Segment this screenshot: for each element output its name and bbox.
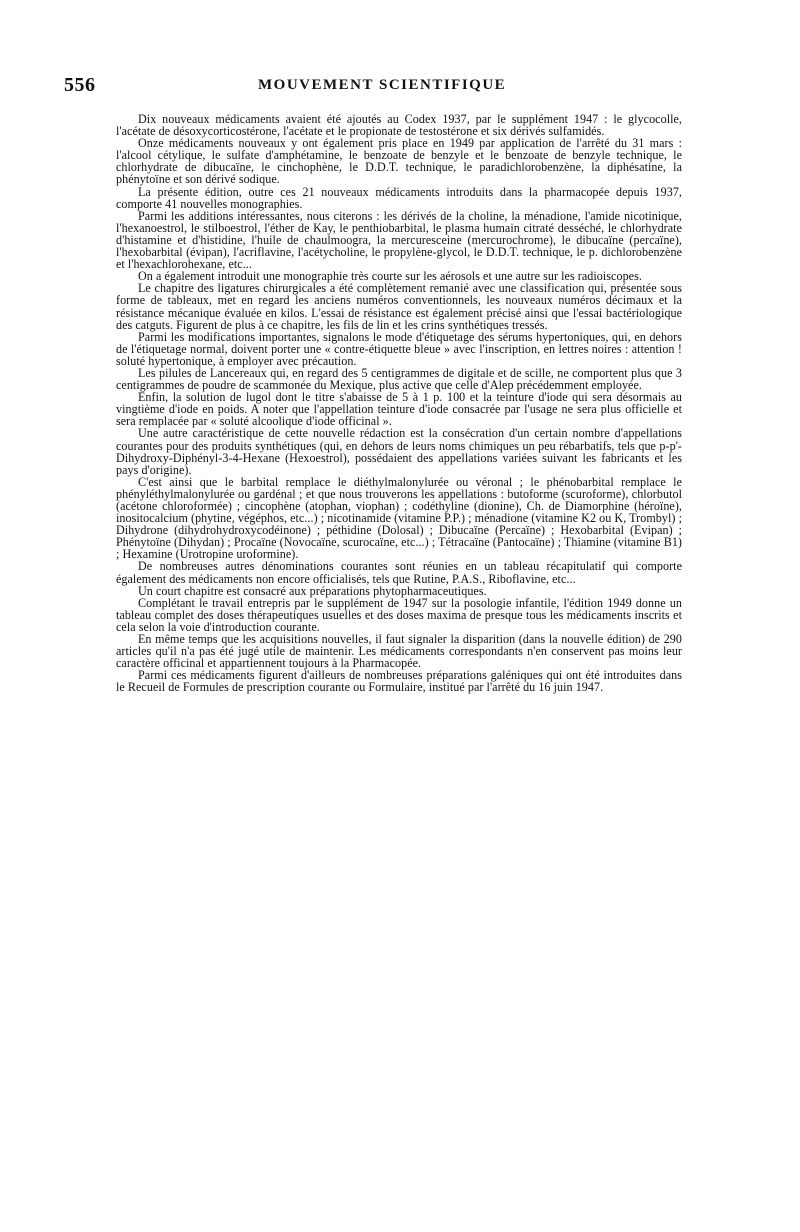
- paragraph: La présente édition, outre ces 21 nouveaux médicaments introduits dans la pharmacopée depuis 1937, comporte 41 nouvelles monographies.: [116, 184, 682, 211]
- paragraph: Parmi les modifications importantes, signalons le mode d'étiquetage des sérums hypertoniques, qui, en dehors de l'étiquetage normal, doivent porter une « contre-étiquette bleue » avec l'inscription, en lettres noires : attention ! soluté hypertonique, à employer avec précaution.: [116, 329, 682, 368]
- paragraph: Complétant le travail entrepris par le supplément de 1947 sur la posologie infantile, l'édition 1949 donne un tableau complet des doses thérapeutiques usuelles et des doses maxima de presque tous les médicaments inscrits et cela selon la voie d'introduction courante.: [116, 595, 682, 634]
- paragraph: Parmi ces médicaments figurent d'ailleurs de nombreuses préparations galéniques qui ont été introduites dans le Recueil de Formules de prescription courante ou Formulaire, institué par l'arrêté du 16 juin 1947.: [116, 668, 682, 695]
- paragraph: Une autre caractéristique de cette nouvelle rédaction est la consécration d'un certain nombre d'appellations courantes pour des produits synthétiques (qui, en dehors de leurs noms chimiques un peu rébarbatifs, tels que p-p'-Dihydroxy-Diphényl-3-4-Hexane (Hexoestrol), possédaient des appellations variées suivant les fabricants et les pays d'origine).: [116, 426, 682, 477]
- paragraph: Dix nouveaux médicaments avaient été ajoutés au Codex 1937, par le supplément 1947 : le glycocolle, l'acétate de désoxycorticostérone, l'acétate et le propionate de testostérone et six dérivés sulfamidés.: [116, 112, 682, 139]
- paragraph: Enfin, la solution de lugol dont le titre s'abaisse de 5 à 1 p. 100 et la teinture d'iode qui sera désormais au vingtième d'iode en poids. A noter que l'appellation teinture d'iode consacrée par l'usage ne sera plus officielle et sera remplacée par « soluté alcoolique d'iode officinal ».: [116, 390, 682, 429]
- paragraph: Parmi les additions intéressantes, nous citerons : les dérivés de la choline, la ménadione, l'amide nicotinique, l'hexanoestrol, le stilboestrol, l'éther de Kay, le penthiobarbital, le plasma humain citraté desséché, le chlorhydrate d'histamine et d'histidine, l'huile de chaulmoogra, la mercuresceine (mercurochrome), le dibucaïne (percaïne), l'hexobarbital (évipan), l'acriflavine, l'acétycholine, le propylène-glycol, le D.D.T. technique, le p. dichlorobenzène et l'hexachlorohexane, etc...: [116, 208, 682, 272]
- paragraph: De nombreuses autres dénominations courantes sont réunies en un tableau récapitulatif qui comporte également des médicaments non encore officialisés, tels que Rutine, P.A.S., Riboflavine, etc...: [116, 559, 682, 586]
- paragraph: En même temps que les acquisitions nouvelles, il faut signaler la disparition (dans la nouvelle édition) de 290 articles qu'il n'a pas été jugé utile de maintenir. Les médicaments correspondants n'en conservent pas moins leur caractère officinal et appartiennent toujours à la Pharmacopée.: [116, 632, 682, 671]
- paragraph: Un court chapitre est consacré aux préparations phytopharmaceutiques.: [138, 583, 487, 598]
- body-text: [116, 113, 682, 694]
- paragraph: Les pilules de Lancereaux qui, en regard des 5 centigrammes de digitale et de scille, ne comportent plus que 3 centigrammes de poudre de scammonée du Mexique, plus active que celle d'Alep précédemment employée.: [116, 365, 682, 393]
- paragraph: C'est ainsi que le barbital remplace le diéthylmalonylurée ou véronal ; le phénobarbital remplace le phényléthylmalonylurée ou gardénal ; et que nous trouverons les appellations : butoforme (scuroforme), chlorbutol (acétone chloroformée) ; cincophène (atophan, viophan) ; codéthyline (dionine), Ch. de Diamorphine (héroïne), inositocalcium (phytine, végéphos, etc...) ; nicotinamide (vitamine P.P.) ; ménadione (vitamine K2 ou K, Trombyl) ; Dihydrone (dihydrohydroxycodéinone) ; péthidine (Dolosal) ; Dibucaïne (Percaïne) ; Hexobarbital (Evipan) ; Phénytoïne (Dihydan) ; Procaïne (Novocaïne, scurocaïne, etc...) ; Tétracaïne (Pantocaïne) ; Thiamine (vitamine B1) ; Hexamine (Urotropine uroformine).: [116, 474, 682, 562]
- paragraph: Le chapitre des ligatures chirurgicales a été complètement remanié avec une classification qui, présentée sous forme de tableaux, met en regard les anciens numéros conventionnels, les nouveaux numéros décimaux et la résistance mécanique évaluée en kilos. L'essai de résistance est également précisé ainsi que l'essai bactériologique des catguts. Figurent de plus à ce chapitre, les fils de lin et les crins synthétiques tressés.: [116, 281, 682, 332]
- page-number: 556: [64, 74, 96, 96]
- running-title: MOUVEMENT SCIENTIFIQUE: [258, 77, 507, 93]
- paragraph: Onze médicaments nouveaux y ont également pris place en 1949 par application de l'arrêté du 31 mars : l'alcool cétylique, le sulfate d'amphétamine, le benzoate de benzyle et le benzoate de benzyle technique, le chlorhydrate de dibucaïne, le cinchophène, le D.D.T. technique, le paradichlorobenzène, la diphésatine, la phénytoïne et son dérivé sodique.: [116, 136, 682, 187]
- paragraph: On a également introduit une monographie très courte sur les aérosols et une autre sur les radioiscopes.: [138, 269, 642, 284]
